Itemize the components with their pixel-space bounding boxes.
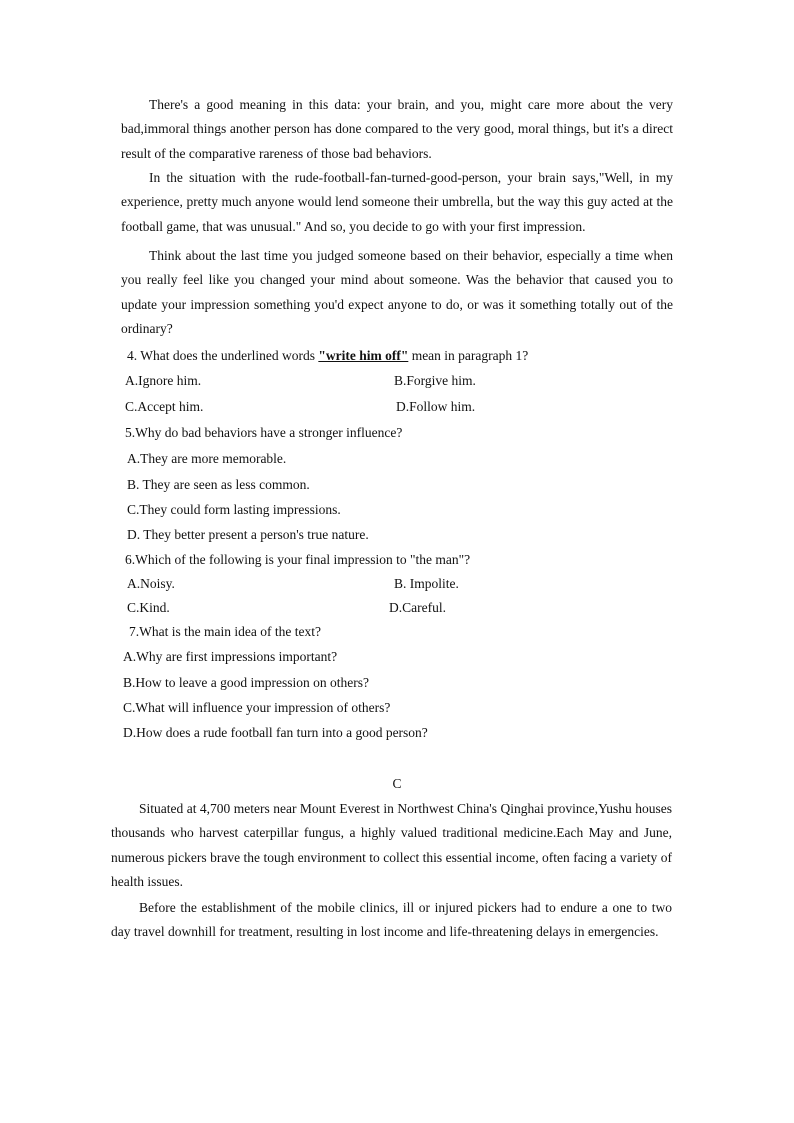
- question-5-stem: 5.Why do bad behaviors have a stronger influence?: [125, 425, 403, 440]
- question-4-option-c: C.Accept him.: [125, 399, 204, 414]
- question-5-option-b: B. They are seen as less common.: [127, 477, 310, 492]
- question-6-option-c: C.Kind.: [127, 600, 170, 615]
- question-5-option-d: D. They better present a person's true nature.: [127, 527, 369, 542]
- question-5-option-c: C.They could form lasting impressions.: [127, 502, 341, 517]
- passage-c-heading: C: [392, 776, 402, 791]
- question-6-option-b: B. Impolite.: [394, 576, 459, 591]
- question-4-stem: 4. What does the underlined words "write him off" mean in paragraph 1?: [127, 348, 529, 363]
- question-7-option-c: C.What will influence your impression of others?: [123, 700, 391, 715]
- passage-c-paragraph-2: Before the establishment of the mobile clinics, ill or injured pickers had to endure a one to two day travel downhill for treatment, resulting in lost income and life-threatening delays in emergencies.: [111, 900, 672, 940]
- question-7-option-b: B.How to leave a good impression on others?: [123, 675, 369, 690]
- question-4-option-a: A.Ignore him.: [125, 373, 202, 388]
- question-6-stem: 6.Which of the following is your final impression to "the man"?: [125, 552, 471, 567]
- question-5-option-a: A.They are more memorable.: [127, 451, 287, 466]
- question-7-option-d: D.How does a rude football fan turn into a good person?: [123, 725, 428, 740]
- question-4-option-d: D.Follow him.: [396, 399, 476, 414]
- underlined-phrase: "write him off": [318, 348, 409, 363]
- question-6-option-d: D.Careful.: [389, 600, 446, 615]
- passage-b-paragraph-1: There's a good meaning in this data: your brain, and you, might care more about the very bad,immoral things another person has done compared to the very good, moral things, but it's a direct result of the comparative rareness of those bad behaviors.: [121, 97, 673, 161]
- question-7-option-a: A.Why are first impressions important?: [123, 649, 338, 664]
- passage-c-paragraph-1: Situated at 4,700 meters near Mount Everest in Northwest China's Qinghai province,Yushu houses thousands who harvest caterpillar fungus, a highly valued traditional medicine.Each May and June, numerous pickers brave the tough environment to collect this essential income, often facing a variety of health issues.: [111, 801, 672, 889]
- question-6-option-a: A.Noisy.: [127, 576, 175, 591]
- question-7-stem: 7.What is the main idea of the text?: [129, 624, 321, 639]
- question-4-option-b: B.Forgive him.: [394, 373, 476, 388]
- passage-b-paragraph-3: Think about the last time you judged someone based on their behavior, especially a time when you really feel like you changed your mind about someone. Was the behavior that caused you to update your impression something you'd expect anyone to do, or was it something totally out of the ordinary?: [121, 248, 673, 336]
- passage-b-paragraph-2: In the situation with the rude-football-fan-turned-good-person, your brain says,"Well, in my experience, pretty much anyone would lend someone their umbrella, but the way this guy acted at the football game, that was unusual." And so, you decide to go with your first impression.: [121, 170, 673, 234]
